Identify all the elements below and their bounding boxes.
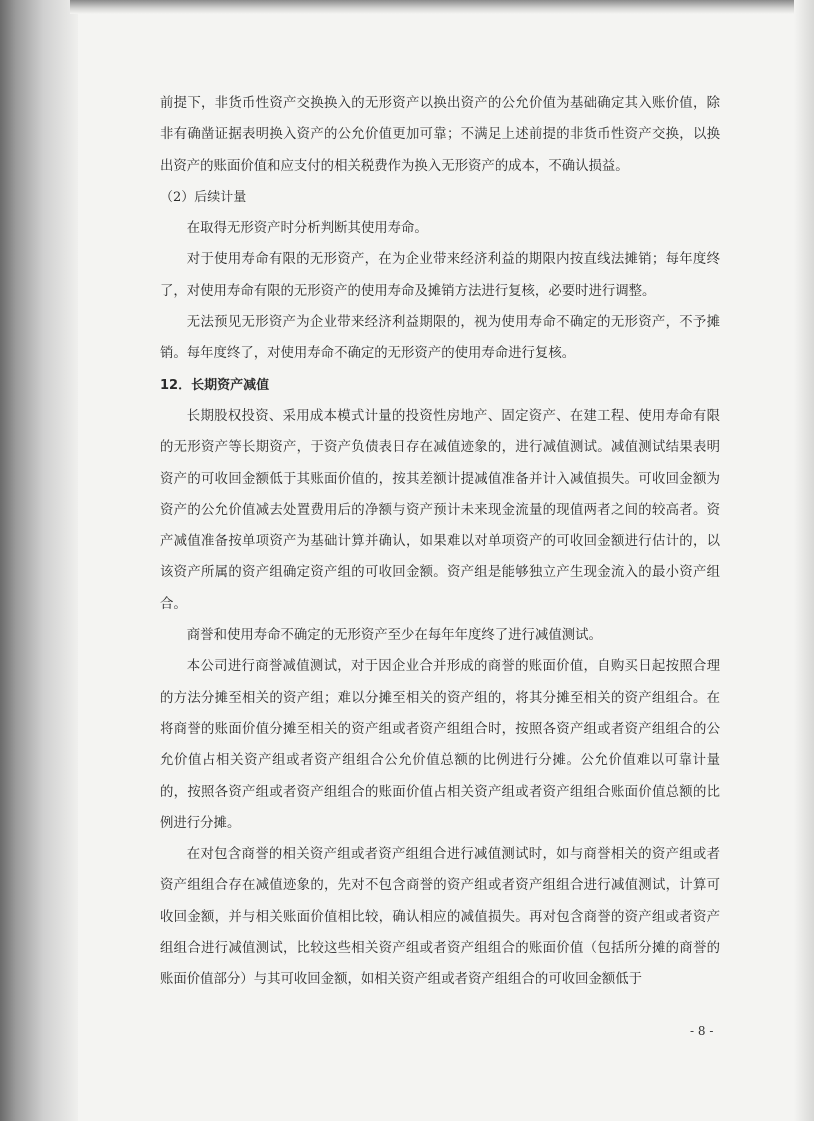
paragraph-useful-life: 在取得无形资产时分析判断其使用寿命。 xyxy=(186,221,428,237)
section-heading-impairment: 12．长期资产减值 xyxy=(160,377,270,393)
paragraph-indefinite-life: 无法预见无形资产为企业带来经济利益期限的，视为使用寿命不确定的无形资产，不予摊销。每年度终了，对使用寿命不确定的无形资产的使用寿命进行复核。 xyxy=(160,315,720,362)
scan-top-edge xyxy=(70,0,814,14)
paragraph-goodwill-impairment-test: 在对包含商誉的相关资产组或者资产组组合进行减值测试时，如与商誉相关的资产组或者资产组组合存在减值迹象的，先对不包含商誉的资产组或者资产组组合进行减值测试，计算可收回金额，并与相关账面价值相比较，确认相应的减值损失。再对包含商誉的资产组或者资产组组合进行减值测试，比较这些相关资产组或者资产组组合的账面价值（包括所分摊的商誉的账面价值部分）与其可收回金额，如相关资产组或者资产组组合的可收回金额低于 xyxy=(160,847,720,988)
paragraph-finite-life: 对于使用寿命有限的无形资产，在为企业带来经济利益的期限内按直线法摊销；每年度终了，对使用寿命有限的无形资产的使用寿命及摊销方法进行复核，必要时进行调整。 xyxy=(160,252,720,299)
document-body xyxy=(160,88,720,996)
page-number: - 8 - xyxy=(690,1024,714,1038)
paragraph-goodwill-annual-test: 商誉和使用寿命不确定的无形资产至少在每年年度终了进行减值测试。 xyxy=(186,628,602,644)
paragraph-goodwill-allocation: 本公司进行商誉减值测试，对于因企业合并形成的商誉的账面价值，自购买日起按照合理的方法分摊至相关的资产组；难以分摊至相关的资产组的，将其分摊至相关的资产组组合。在将商誉的账面价值分摊至相关的资产组或者资产组组合时，按照各资产组或者资产组组合的公允价值占相关资产组或者资产组组合公允价值总额的比例进行分摊。公允价值难以可靠计量的，按照各资产组或者资产组组合的账面价值占相关资产组或者资产组组合账面价值总额的比例进行分摊。 xyxy=(160,659,720,831)
scan-binding-shadow xyxy=(0,0,78,1121)
section-subheading-subsequent-measurement: （2）后续计量 xyxy=(160,189,247,205)
paragraph-long-term-asset-impairment: 长期股权投资、采用成本模式计量的投资性房地产、固定资产、在建工程、使用寿命有限的无形资产等长期资产，于资产负债表日存在减值迹象的，进行减值测试。减值测试结果表明资产的可收回金额低于其账面价值的，按其差额计提减值准备并计入减值损失。可收回金额为资产的公允价值减去处置费用后的净额与资产预计未来现金流量的现值两者之间的较高者。资产减值准备按单项资产为基础计算并确认，如果难以对单项资产的可收回金额进行估计的，以该资产所属的资产组确定资产组的可收回金额。资产组是能够独立产生现金流入的最小资产组合。 xyxy=(160,408,720,612)
paragraph-exchange-continuation: 前提下，非货币性资产交换换入的无形资产以换出资产的公允价值为基础确定其入账价值，除非有确凿证据表明换入资产的公允价值更加可靠；不满足上述前提的非货币性资产交换，以换出资产的账面价值和应支付的相关税费作为换入无形资产的成本，不确认损益。 xyxy=(160,96,720,174)
scan-right-edge xyxy=(794,0,814,1121)
